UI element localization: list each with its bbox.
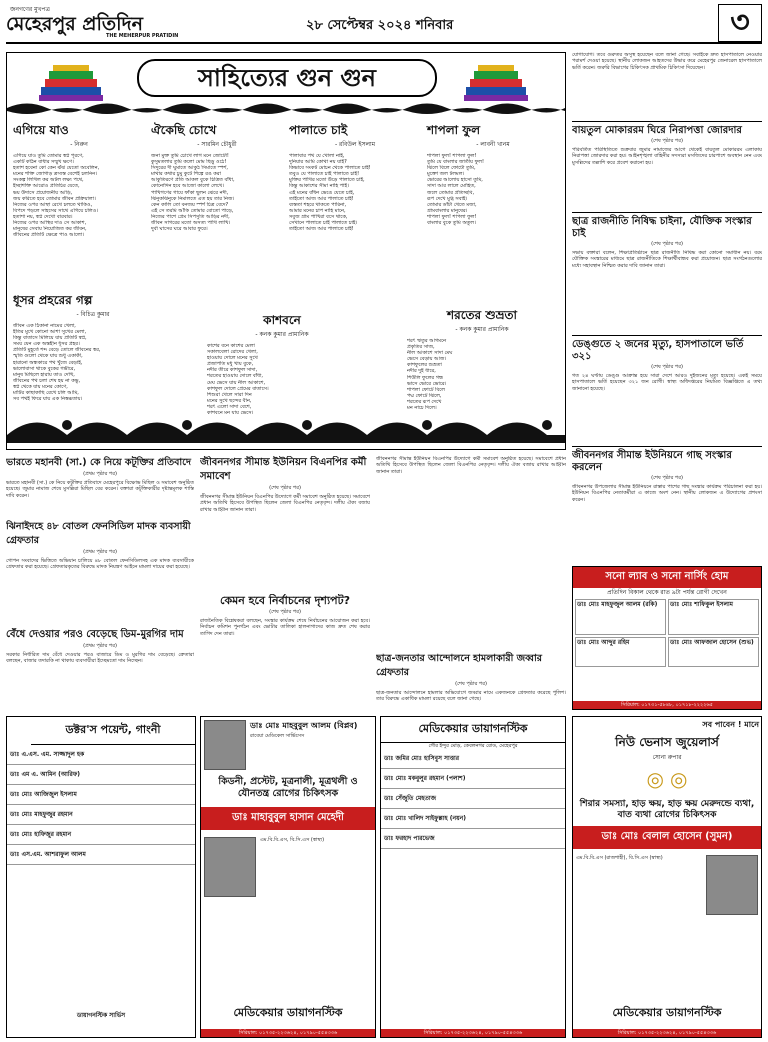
continued-label: (শেষ পৃষ্ঠার পর) — [455, 681, 487, 687]
poem-body — [407, 338, 557, 411]
poem-author: - রবিউল ইসলাম — [334, 141, 376, 148]
specialty: কিডনী, প্রস্টেট, মূত্রনালী, মূত্রথলী ও যৌনতন্ত্র রোগের চিকিৎসক — [218, 776, 358, 799]
poem-line: ঝিনুকঝিনুকে নিমালতে এত হয় তার নিজ। — [151, 195, 235, 202]
news-article — [572, 121, 762, 209]
poem-line: ভোরের আলোয় হাসো তুমি, — [427, 177, 483, 184]
poem-title: শরতের শুভ্রতা — [447, 308, 517, 322]
news-body: পরিবর্তিত পরিস্থিতিতে শুক্রবার জুমার নামাজের আগে থেকেই বায়তুল মোকাররম এলাকায় নিরাপত্তা জোরদার করা হয়। আইনশৃঙ্খলা বাহিনীর সদস্যরা মসজিদের চারপাশে অবস্থান নেন এবং মুসল্লিদের তল্লাশি করে প্রবেশ করানো হয়। — [572, 147, 762, 166]
news-intro-text: যোগাযোগ। তবে গুরুতর অসুস্থ হয়েছেন বলে জানা গেছে। সবাইকে দ্রুত হাসপাতালে নেওয়ার পরামর্শ দেওয়া হয়েছে। স্থানীয় লোকজন আহতদের উদ্ধার করে মেহেরপুর জেনারেল হাসপাতালে ভর্তি করেন। জরুরি বিভাগের চিকিৎসক প্রাথমিক চিকিৎসা দিয়েছেন। — [572, 52, 762, 71]
poem-line: মুক্তির পাখির মতো উড়ে পালাতে চাই, — [289, 177, 365, 184]
shop-tag: সোনা রুপার — [652, 754, 682, 761]
floral-border — [7, 99, 565, 117]
news-body: জীবননগর সীমান্ত ইউনিয়ন বিএনপির উদ্যোগে কর্মী সমাবেশ অনুষ্ঠিত হয়েছে। সমাবেশে প্রধান অতিথি হিসেবে উপস্থিত ছিলেন জেলা বিএনপির নেতৃবৃন্দ। দলীয় ঐক্য বজায় রাখার আহ্বান জানান তারা। — [376, 456, 566, 475]
poem-line: একটি কঠিন বাধার সম্মুখ ক্ষণে। — [13, 159, 74, 166]
poem-line: নদীর দুই ধারে, — [407, 368, 436, 375]
poem-line: দুনিয়ার আমি কোথা নয় যাই? — [289, 159, 347, 166]
poem-line: জীবনের প্রতিটি ক্ষেত্রে পাও আলো। — [13, 232, 84, 239]
poem-line: রূপ দেখে মুগ্ধ সবাই। — [427, 195, 468, 202]
poem-title: কাশবনে — [263, 313, 301, 327]
poem-author: - সারমিন চৌধুরী — [197, 141, 237, 148]
news-article — [200, 456, 370, 586]
poem-line: নিজের ওপর আস্থির দাও সে আকাশ, — [13, 220, 87, 227]
news-article — [572, 212, 762, 332]
news-headline: জীবননগর সীমান্ত ইউনিয়নে গাছ সংস্কার করলেন — [572, 446, 762, 474]
poem-line: কাশফুলের শুভ্রতা — [407, 362, 442, 369]
news-article — [200, 594, 370, 710]
poem-author: - নিরুন — [70, 141, 88, 148]
ad-kicker: সব পাবেন ! মানে — [702, 720, 759, 729]
ring-icon: ◎ — [646, 767, 664, 792]
ad-jewellers — [572, 716, 762, 1038]
poem-line: দুর্বা ঘাসের ঘরে আবার ফুরে। — [151, 226, 208, 233]
poem-line: মাটির কাছাকাছি রেখে চলি আমি, — [13, 390, 79, 397]
poem-line: শরৎ এলো সাদা বেশে, — [207, 403, 252, 410]
paper-name: মেহেরপুর প্রতিদিন — [6, 13, 143, 35]
news-body: জীবননগর উপজেলার সীমান্ত ইউনিয়নে রাস্তার পাশের গাছ সংস্কার কার্যক্রম পরিচালনা করা হয়। ইউনিয়ন বিএনপির নেতাকর্মীরা এ কাজে অংশ নেন। স্থানীয় লোকজন এ উদ্যোগের প্রশংসা করেন। — [572, 484, 762, 503]
poem-line: সবুজ গ্রাম পাখিরা বসে থাকে, — [289, 213, 348, 220]
poem-line: নদীর তীরে কাশফুল সাদা, — [207, 367, 258, 374]
poem-line: প্রতিটি মুহূর্তে শব্দ বেড়ে তোলে জীবনের স্বর, — [13, 347, 101, 354]
paper-tagline: জনগণের মুখপত্র — [10, 6, 50, 13]
doctor-list — [381, 749, 565, 849]
poem-line: তাইতো আজ আর পালাতে চাই! — [289, 226, 354, 233]
literature-banner — [7, 53, 565, 119]
doctor-row: ডাঃ ফরহাদ পারভেজ — [381, 829, 565, 849]
poem-title: ধূসর প্রহরের গল্প — [13, 293, 93, 307]
continued-label: (প্রথম পৃষ্ঠার পর) — [83, 471, 117, 477]
continued-label: (প্রথম পৃষ্ঠার পর) — [83, 643, 117, 649]
poem-author: - লাবনী খানম — [476, 141, 510, 148]
poem-line: শাপলা ফোটে বিলে — [407, 386, 445, 393]
poem-line: হতাশ হবেনা কো কেন ঝঁঝ যেতো অবেলিন, — [13, 165, 100, 172]
specialty: শিরার সমস্যা, হাড় ক্ষয়, হাড় ক্ষয় মেরুদন্ডে ব্যথা, বাত ব্যথা রোগের চিকিৎসক — [579, 799, 755, 821]
poem-line: তুমি যে বাংলার জাতীয় ফুল! — [427, 159, 484, 166]
doctor-row: ডাঃ জমির মোঃ হাসিবুস সাত্তার — [381, 749, 565, 769]
continued-label: (শেষ পৃষ্ঠার পর) — [651, 138, 683, 144]
poem-body — [151, 153, 283, 232]
poem-line: সকালবেলা রোদের খেলা, — [207, 349, 258, 356]
poem — [207, 313, 357, 416]
continued-label: (শেষ পৃষ্ঠার পর) — [269, 609, 301, 615]
poem — [13, 293, 173, 402]
ad-phone: সিরিয়াল: ০১৭৩৫-২২৩৬২৪, ০১৭৯০-৫৫৪৩৩৬ — [381, 1029, 565, 1037]
poem-line: পালাবার পথ যে খোলা নাই, — [289, 153, 345, 159]
news-body: রাজনৈতিক বিশ্লেষকরা বলছেন, সংস্কার কার্যক্রম শেষে নির্বাচনের আয়োজন করা হবে। নির্বাচন কমিশন পুনর্গঠন এবং ভোটার তালিকা হালনাগাদের কাজ দ্রুত শেষ করার তাগিদ দেন তারা। — [200, 618, 370, 637]
poem-line: সেখানে পালাতে চাই পালাতে চাই। — [289, 220, 358, 227]
news-body: সরকার নির্ধারিত দাম বেঁধে দেওয়ার পরও বাজারে ডিম ও মুরগির দাম বেড়েছে। ক্রেতারা বলছেন, বাজার তদারকি না থাকায় ব্যবসায়ীরা ইচ্ছেমতো দাম নিচ্ছেন। — [6, 652, 194, 665]
poem-title: এগিয়ে যাও — [13, 123, 69, 137]
poem-line: স্বপ্ন থেকে যায় মনের কোণে, — [13, 383, 68, 390]
poem-line: ইতির মুখে কোনো আশা সুখের মেলা, — [13, 329, 87, 336]
ad-phone: সিরিয়াল: ০১৭৩৫-২২৩৬২৪, ০১৭৯০-৫৫৪৩৩৬ — [573, 1029, 761, 1037]
floral-ornament — [7, 405, 565, 449]
doctor-row: ডাঃ মোঃ খালিদ সাইফুল্লাহ (নয়ন) — [381, 809, 565, 829]
doctor-row: ডাঃ এ.এস. এম. সাজ্জাদুল হক — [7, 745, 195, 765]
poem-line: সিদুরের দী ঘুমাতে আকুঠ সিমাতে স্পর্শ, — [151, 165, 228, 172]
news-article — [6, 628, 194, 710]
poem-line: মানুষের সেবায় নিয়োজিত কর জীবন, — [13, 226, 87, 233]
ad-phone: সিরিয়াল: ০১৭৩৫-২২৩৬২৪, ০১৭৯০-৫৫৪৩৩৬ — [201, 1029, 375, 1037]
poem-line: মুক্তো জল টলমল। — [427, 171, 465, 178]
poem-line: মেঘ ভেসে যায় নীল আকাশে, — [207, 379, 266, 386]
poem-line: তবুও যে পালাতে চাই পালাতে চাই! — [289, 171, 360, 178]
poem — [13, 123, 145, 238]
poem-line: প্রকৃতির সাজ, — [407, 344, 435, 351]
poem-body — [427, 153, 559, 226]
doctor-card: ডাঃ মোঃ আফজাল হোসেন (শুভ) — [668, 637, 759, 667]
continued-label: (শেষ পৃষ্ঠার পর) — [651, 241, 683, 247]
poem-line: ব্যস্ততা শহরে থাকতে পারিনা, — [289, 201, 347, 208]
poem-line: বিপদে পড়লে সাহসের সাথে এগিয়ে চলিও। — [13, 207, 99, 214]
news-body: ভারতে মহানবী (সা.) কে নিয়ে কটূক্তির প্রতিবাদে মেহেরপুরে বিক্ষোভ মিছিল ও সমাবেশ অনুষ্ঠিত হয়েছে। জুমার নামাজ শেষে মুসল্লিরা মিছিল বের করেন। বক্তারা কটূক্তিকারীর দৃষ্টান্তমূলক শাস্তি দাবি করেন। — [6, 480, 194, 499]
poem-line: জয় করিতে হবে তোমার জীবন প্রক্রিয়ালা। — [13, 195, 96, 202]
ad-address: গৌর ইন্দুর মোড়, কেবলনগর রোড, মেহেরপুর — [428, 743, 518, 749]
poem-line: কেন কালি তো বনজয় স্পর্শ চিত্র বেদে? — [151, 201, 229, 208]
poem-line: স্মৃতি গুলো থেকে যায় শুধু একাকী, — [13, 353, 83, 360]
poem — [289, 123, 421, 232]
poem-line: কিন্তু বাতাসে মিলিয়ে যায় প্রতিটি স্বপ্ন, — [13, 335, 87, 342]
poem-line: সাদা আর লালে মোহিত, — [427, 183, 476, 190]
poem-line: জীবন সাগরের মতো অসত্য পাখি লাখি। — [151, 220, 231, 227]
poem-line: তাইতো আজ আর পালাতে চাই! — [289, 195, 354, 202]
poem-line: পদ্ম ফোটে ঝিলে, — [407, 392, 442, 399]
news-article — [6, 520, 194, 620]
news-article — [572, 446, 762, 544]
poem-line: হতাশা নয়, স্বপ্ন দেখো বারবার। — [13, 213, 73, 220]
poem-line: বাংলার বুকে তুমি অতুল। — [427, 220, 476, 227]
right-news-column — [572, 52, 762, 562]
poem-line: সময় যেন এক অন্তহীন ধূসর প্রহর। — [13, 341, 80, 348]
poem-line: হারানো অন্ধকারে পথ খুঁজে বেড়াই, — [13, 359, 83, 366]
poem-line: প্রজাপতি মধু খায় বুকে, — [207, 361, 254, 368]
poem-line: শরৎ ঋতুর আগমনে — [407, 338, 447, 344]
ad-footer: মেডিকেয়ার ডায়াগনস্টিক — [233, 1006, 343, 1019]
continued-label: (শেষ পৃষ্ঠার পর) — [651, 364, 683, 370]
clinic-name: রাবেয়া মেডিকেল সার্ভিসেস — [250, 733, 305, 739]
doctor-row: ডাঃ সেঁজুতি মেহতাজ — [381, 789, 565, 809]
doctor-name: ডাঃ মাহাবুবুল হাসান মেহেদী — [201, 807, 375, 830]
poem-line: শিশুরা খেলে সারা দিন — [207, 391, 252, 398]
news-headline: ছাত্র রাজনীতি নিষিদ্ধ চাইনা, যৌক্তিক সংস্কার চাই — [572, 212, 762, 240]
doctor-name: ডাঃ মোঃ মাহবুবুল আলম (বিপ্লব) — [250, 721, 358, 730]
poem-line: কাশফুল দোলে প্রেমের বাতাসে। — [207, 385, 269, 392]
poem-body — [289, 153, 421, 232]
doctor-name: ডাঃ মোঃ বেলাল হোসেন (সুমন) — [573, 826, 761, 849]
poem-line: মনের শক্তি জোগাড় ত্রস্যস্ত বেশেই চলনিন। — [13, 171, 97, 178]
edition-date: ২৮ সেপ্টেম্বর ২০২৪ শনিবার — [306, 18, 454, 33]
page-number: ৩ — [718, 4, 762, 42]
poem-line: এই মনের বাঁধন ভেঙে যেতে চাই, — [289, 189, 355, 196]
doctor-photo — [204, 837, 256, 897]
poem-line: শরতের হাওয়ায় দোলে বাঁধা, — [207, 373, 263, 380]
poem-line: আমার মনের চাপ নাহি মানে, — [289, 207, 346, 214]
poem-line: নীল আকাশে সাদা মেঘ — [407, 350, 453, 357]
poem-line: জলে তোমার প্রতিচ্ছবি, — [427, 189, 475, 196]
poem-line: শাপলা ফুল! শাপলা ফুল! — [427, 153, 477, 159]
jewellery-images — [573, 767, 761, 791]
doctor-row: ডাঃ মোঃ মাহফুজুর রহমান — [7, 805, 195, 825]
news-body: ছাত্র-জনতার আন্দোলনে হামলার অভিযোগে জব্বার নামে একজনকে গ্রেফতার করেছে পুলিশ। তার বিরুদ্ধে একাধিক মামলা রয়েছে বলে জানা গেছে। — [376, 690, 566, 703]
poem-line: নিজের ওপর আস্থা রেখে চলতে থাকিও, — [13, 201, 93, 208]
poem-line: গ্রামবাংলার মানুষের। — [427, 207, 468, 214]
poem-line: জীবনের পথ চলা শেষ হয় না কভু, — [13, 377, 81, 384]
poem-line: শাপলা ফুল! শাপলা ফুল! — [427, 213, 477, 220]
poem-line: জীবন এক ঠিকানা নামের খেলা, — [13, 323, 76, 329]
news-headline: বায়তুল মোকাররম ঘিরে নিরাপত্তা জোরদার — [572, 121, 762, 137]
poem-line: শরতের রূপ দেখে — [407, 398, 442, 405]
news-article — [376, 456, 566, 710]
poem-author: - কনক কুমার প্রামানিক — [255, 331, 309, 338]
doctor-list — [7, 745, 195, 865]
doctor-photo — [706, 855, 758, 915]
ad-doctors-point — [6, 716, 196, 1038]
poem-line: তোমার ডাঁটা খেতে মজা, — [427, 201, 477, 208]
poem-line: আকুতিরণে প্রতি আকল বুকে চিত্রিত বাঁধা, — [151, 177, 235, 184]
ad-bipplob — [200, 716, 376, 1038]
ring-icon: ◎ — [670, 767, 688, 792]
poem-line: কাশের বনে কাশের মেলা — [207, 343, 255, 349]
poem-line: জনা মুক্ত তুমি চোখে লাগ মনে জোটো! — [151, 153, 229, 159]
poem-author: - কনক কুমার প্রামানিক — [455, 326, 509, 333]
shop-name: নিউ ভেনাস জুয়েলার্স — [615, 735, 719, 749]
doctor-row: ডাঃ মোঃ আজিজুল ইসলাম — [7, 785, 195, 805]
poem-line: মন নাচে দিলে। — [407, 405, 437, 412]
news-article — [6, 456, 194, 516]
news-headline: কেমন হবে নির্বাচনের দৃশ্যপট? — [220, 594, 350, 607]
ad-medicare — [380, 716, 566, 1038]
poem-line: মানুষ মিছিলে হারায় তাও দেখি, — [13, 371, 75, 378]
poem-line: সব পথই ফিরে যায় এক নিস্তব্ধতায়। — [13, 396, 83, 403]
doctor-card: ডাঃ মোঃ আব্দুর রহিম — [575, 637, 666, 667]
poem-author: - বিচিত্র কুমার — [76, 311, 110, 318]
poem-title: পালাতে চাই — [289, 123, 348, 137]
doctor-row: ডাঃ মোঃ মকবুলুর রহমান (পলাশ) — [381, 769, 565, 789]
literature-section — [6, 52, 566, 450]
doctor-photo — [204, 720, 246, 770]
poem-line: কোনোদিন হবে আজো কালো লেখে। — [151, 183, 224, 190]
doctor-row: ডাঃ মোঃ হাফিজুর রহমান — [7, 825, 195, 845]
poem-line: সংকল্প লিখিল কর অটল লক্ষ্য পথে, — [13, 177, 84, 184]
masthead — [6, 4, 762, 44]
poem-line: ইচ্ছাশক্তি আরোও প্রতিচির যেতে, — [13, 183, 80, 190]
news-headline: ভারতে মহানবী (সা.) কে নিয়ে কটূক্তির প্রতিবাদে — [6, 457, 191, 468]
news-body: জীবননগর সীমান্ত ইউনিয়ন বিএনপির উদ্যোগে কর্মী সমাবেশ অনুষ্ঠিত হয়েছে। সমাবেশে প্রধান অতিথি হিসেবে উপস্থিত ছিলেন জেলা বিএনপির নেতৃবৃন্দ। দলীয় ঐক্য বজায় রাখার আহ্বান জানান তারা। — [200, 494, 370, 513]
poem-line: এই সে তরমি আঁকি তোমার বোতো পাড়ে, — [151, 207, 234, 214]
ad-sono-lab — [572, 566, 762, 710]
poem-line: পাখিগণের গায়ে ফাঁকা ছুলন ঝেরে নদী, — [151, 189, 229, 196]
news-headline: বেঁধে দেওয়ার পরও বেড়েছে ডিম-মুরগির দাম — [6, 629, 184, 640]
poem-body — [13, 153, 145, 238]
paper-name-en: THE MEHERPUR PRATIDIN — [106, 33, 179, 39]
doctor-degree: এম.বি.বি.এস, বি.সি.এস (স্বাস্থ্য) — [260, 837, 325, 843]
poem-line: ভালোবাসা থাকে বুকের গভীরে, — [13, 365, 76, 372]
poem-line: এগিয়ে যাও তুমি তোমার স্বপ্ন পূরণে, — [13, 153, 84, 159]
continued-label: (শেষ পৃষ্ঠার পর) — [651, 475, 683, 481]
doctor-card: ডাঃ মোঃ শাফিকুল ইসলাম — [668, 599, 759, 635]
ad-footer: মেডিকেয়ার ডায়াগনস্টিক — [612, 1006, 722, 1019]
poem-line: ভাসে ভোরে ভোরে। — [407, 380, 447, 387]
news-headline: ঝিনাইদহে ৪৮ বোতল ফেনসিডিল মাদক ব্যবসায়ী গ্রেফতার — [6, 521, 191, 546]
ad-title: ডক্টর'স পয়েন্ট, গাংনী — [31, 717, 195, 745]
news-body: সভায় বক্তারা বলেন, শিক্ষাপ্রতিষ্ঠানে ছাত্র রাজনীতি নিষিদ্ধ করা কোনো সমাধান নয়। বরং যৌক্তিক সংস্কারের মাধ্যমে ছাত্র রাজনীতিকে শিক্ষার্থীবান্ধব করা প্রয়োজন। ছাত্র সংগঠনগুলোর মধ্যে সহাবস্থান নিশ্চিত করার দাবি জানান তারা। — [572, 250, 762, 269]
poem-line: হাওয়ায় দোলে মনের সুখে — [207, 355, 258, 362]
poem-line: মাথার কথার চুমু কুটে শিল্পে রঙ করা — [151, 171, 221, 178]
doctor-row: ডাঃ এস.এম. আশরাফুল আলম — [7, 845, 195, 865]
doctor-row: ডাঃ এম এ. আমিন (আরিফ) — [7, 765, 195, 785]
poem-line: শিউলি ফুলের গন্ধ — [407, 374, 443, 381]
ad-title: মেডিকেয়ার ডায়াগনস্টিক — [381, 717, 565, 743]
news-article — [572, 335, 762, 443]
poem — [427, 123, 559, 226]
news-body: গত ২৪ ঘণ্টায় ডেঙ্গু আক্রান্ত হয়ে সারা দেশে আরও দুইজনের মৃত্যু হয়েছে। একই সময়ে হাসপাতালে ভর্তি হয়েছেন ৩২১ জন রোগী। স্বাস্থ্য অধিদপ্তরের নিয়মিত বিজ্ঞপ্তিতে এ তথ্য জানানো হয়েছে। — [572, 373, 762, 392]
ad-subtitle: প্রতিদিন বিকাল থেকে রাত ৯টা পর্যন্ত রোগী দেখেন — [607, 589, 727, 596]
poem-line: কাশবনে মন যায় ভেসে। — [207, 410, 254, 417]
poem-body — [13, 323, 173, 402]
poem-title: ঐকেছি চোখে — [151, 123, 217, 137]
news-headline: ছাত্র-জনতার আন্দোলনে হামলাকারী জব্বার গ্রেফতার — [376, 653, 543, 678]
poem-line: কিন্তু আকাশের সীমা নাহি পাই। — [289, 183, 349, 190]
news-headline: জীবননগর সীমান্ত ইউনিয়ন বিএনপির কর্মী সমাবেশ — [200, 457, 367, 482]
poem — [151, 123, 283, 232]
poem — [407, 308, 557, 411]
news-headline: ডেঙ্গুতে ২ জনের মৃত্যু, হাসপাতালে ভর্তি ৩২১ — [572, 335, 762, 363]
poem-line: কিভাবে সংকট মোচন থেকে পালাতে চাই! — [289, 165, 371, 172]
poem-line: ঝিলে বিলে ফোটো তুমি, — [427, 165, 476, 172]
doctor-degree: এম.বি.বি.এস (রাজশাহী), বি.সি.এস (স্বাস্থ্য) — [576, 855, 663, 862]
poem-line: মনের সুখে ছন্দের বীন, — [207, 397, 252, 404]
poem-line: কুসুমতলার তুমি কলো মোম ছিঁড়ু ওঠে! — [151, 159, 227, 166]
continued-label: (প্রথম পৃষ্ঠার পর) — [83, 549, 117, 555]
poem-line: নিজের পাশে প্রেম সিপসুতি আড়ির নদী, — [151, 213, 230, 220]
poem-line: ভয় উদাসে প্রয়োজনীয় আড়ি, — [13, 189, 73, 196]
ad-phone: সিরিয়াল: ০১৭৩১-৫৮৪৮, ০১৭১৮-২২২২৬৫ — [573, 701, 761, 709]
poem-title: শাপলা ফুল — [427, 123, 481, 137]
doctor-card: ডাঃ মোঃ মাহফুজুল আলম (রকি) — [575, 599, 666, 635]
poem-line: ভেসে বেড়ায় আজ। — [407, 356, 447, 363]
ad-title: সনো ল্যাব ও সনো নার্সিং হোম — [573, 567, 761, 588]
ad-footer: ডায়াগনস্টিক সার্ভিস — [76, 1011, 126, 1019]
literature-section-title: সাহিত্যের গুন গুন — [137, 59, 437, 97]
news-body: গোপন সংবাদের ভিত্তিতে অভিযান চালিয়ে ৪৮ বোতল ফেনসিডিলসহ এক মাদক ব্যবসায়ীকে গ্রেফতার করা হয়েছে। গ্রেফতারকৃতের বিরুদ্ধে মাদক নিয়ন্ত্রণ আইনে মামলা দায়ের করা হয়েছে। — [6, 558, 194, 571]
continued-label: (শেষ পৃষ্ঠার পর) — [269, 485, 301, 491]
